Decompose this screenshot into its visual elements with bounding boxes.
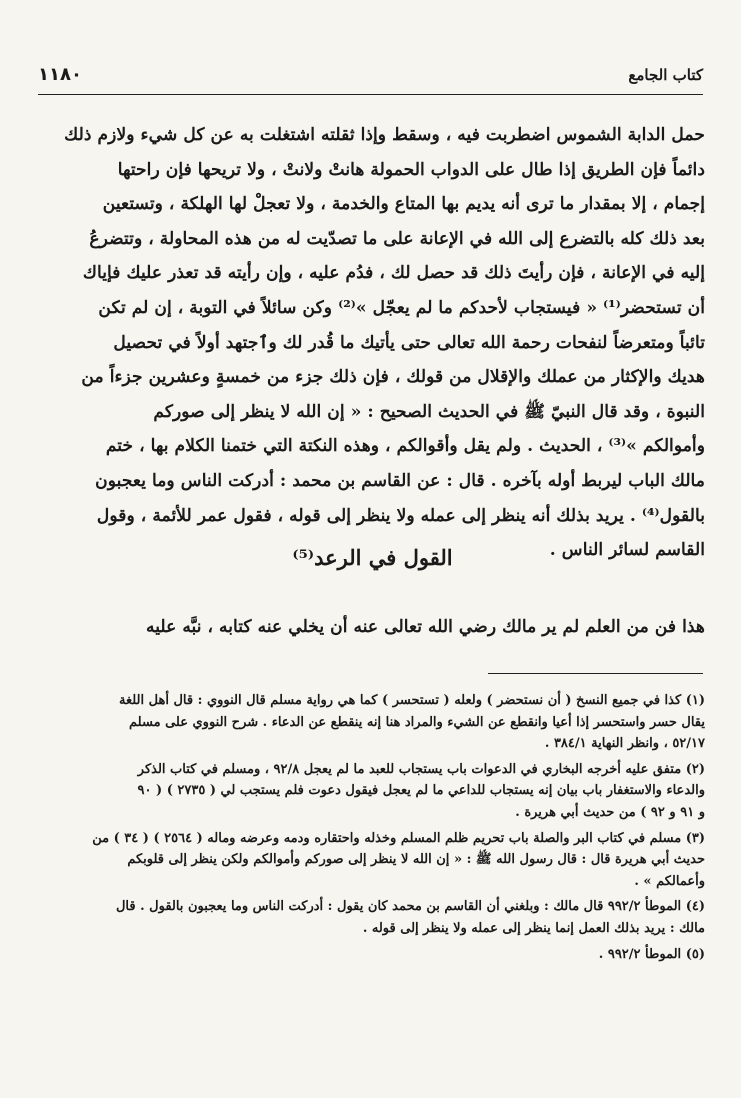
text-line: أن تستحضر⁽¹⁾ « فيستجاب لأحدكم ما لم يعجّل »⁽²⁾ وكن سائلاً في التوبة ، إن لم تكن [98, 297, 705, 318]
main-text [40, 118, 705, 568]
text-line: بالقول⁽⁴⁾ . يريد بذلك أنه ينظر إلى عمله ولا ينظر إلى قوله ، فقول عمر للأئمة ، وقول [96, 505, 705, 526]
section-heading: القول في الرعد⁽⁵⁾ [292, 545, 453, 570]
footnote-2 [40, 759, 705, 824]
text-line: تائباً ومتعرضاً لنفحات رحمة الله تعالى حتى يأتيك ما قُدر لك وٱجتهد أولاً في تحصيل [113, 332, 705, 353]
footnote-3 [40, 828, 705, 893]
footnote-line: وأعمالكم » . [634, 873, 705, 889]
page-header [38, 60, 703, 95]
footnote-line: (٥) الموطأ ٩٩٢/٢ . [598, 946, 705, 962]
footnote-line: والدعاء والاستغفار باب بيان إنه يستجاب للداعي ما لم يعجل فيقول دعوت فلم يستجب لي ( ٢٧٣٥ ) ( ٩٠ [137, 783, 705, 799]
footnote-line: (٤) الموطأ ٩٩٢/٢ قال مالك : وبلغني أن القاسم بن محمد كان يقول : أدركت الناس وما يعجبون بالقول . قال [115, 899, 705, 915]
footnote-line: مالك : يريد بذلك العمل إنما ينظر إلى عمله ولا ينظر إلى قوله . [362, 920, 705, 936]
footnote-line: يقال حسر واستحسر إذا أعيا وانقطع عن الشيء والمراد هنا إنه ينقطع عن الدعاء . شرح النووي على مسلم [129, 714, 705, 730]
text-line: وأموالكم »⁽³⁾ ، الحديث . ولم يقل وأقوالكم ، وهذه النكتة التي ختمنا الكلام بها ، ختم [105, 436, 705, 457]
text-line: إجمام ، إلا بمقدار ما ترى أنه يديم بها المتاع والخدمة ، ولا تعجلْ لها الهلكة ، وتستعين [102, 194, 705, 215]
section-paragraph: هذا فن من العلم لم ير مالك رضي الله تعالى عنه أن يخلي عنه كتابه ، نبَّه عليه [145, 617, 705, 637]
footnotes [40, 690, 705, 969]
text-line: دائماً فإن الطريق إذا طال على الدواب الحمولة هانتْ ولانتْ ، ولا تريحها فإن راحتها [117, 159, 705, 180]
footnote-line: حديث أبي هريرة قال : قال رسول الله ﷺ : « إن الله لا ينظر إلى صوركم وأموالكم ولكن ينظر إلى قلوبكم [127, 852, 705, 868]
footnote-line: (٣) مسلم في كتاب البر والصلة باب تحريم ظلم المسلم وخذله واحتقاره ودمه وعرضه وماله ( ٢٥٦٤ ) ( ٣٤ ) من [92, 830, 705, 846]
text-line: القاسم لسائر الناس . [549, 540, 705, 561]
text-line: حمل الدابة الشموس اضطربت فيه ، وسقط وإذا ثقلته اشتغلت به عن كل شيء ولازم ذلك [64, 125, 705, 145]
footnote-line: (٢) متفق عليه أخرجه البخاري في الدعوات باب يستجاب للعبد ما لم يعجل ٩٢/٨ ، ومسلم في كتاب الذكر [137, 761, 705, 777]
running-title: كتاب الجامع [628, 66, 703, 84]
text-line: إليه في الإعانة ، فإن رأيتَ ذلك قد حصل لك ، فدُم عليه ، وإن رأيته قد تعذر عليك فإياك [82, 263, 705, 284]
footnote-1 [40, 690, 705, 755]
text-line: مالك الباب ليربط أوله بآخره . قال : عن القاسم بن محمد : أدركت الناس وما يعجبون [95, 470, 705, 491]
footnote-separator [488, 673, 703, 674]
page-number: ١١٨٠ [38, 64, 82, 85]
footnote-4 [40, 896, 705, 939]
text-line: النبوة ، وقد قال النبيّ ﷺ في الحديث الصحيح : « إن الله لا ينظر إلى صوركم [153, 401, 705, 422]
footnote-5 [40, 944, 705, 966]
text-line: هديك والإكثار من عملك والإقلال من قولك ، فإن ذلك جزء من خمسةٍ وعشرين جزءاً من [81, 367, 705, 388]
footnote-line: (١) كذا في جميع النسخ ( أن نستحضر ) ولعله ( تستحسر ) كما هي رواية مسلم قال النووي : قال أهل اللغة [119, 693, 705, 708]
text-line: بعد ذلك كله بالتضرع إلى الله في الإعانة على ما تصدّيت له من هذه المحاولة ، وتتضرعُ [89, 228, 705, 249]
footnote-line: و ٩١ و ٩٢ ) من حديث أبي هريرة . [515, 804, 705, 820]
footnote-line: ٥٢/١٧ ، وانظر النهاية ٣٨٤/١ . [544, 736, 705, 752]
